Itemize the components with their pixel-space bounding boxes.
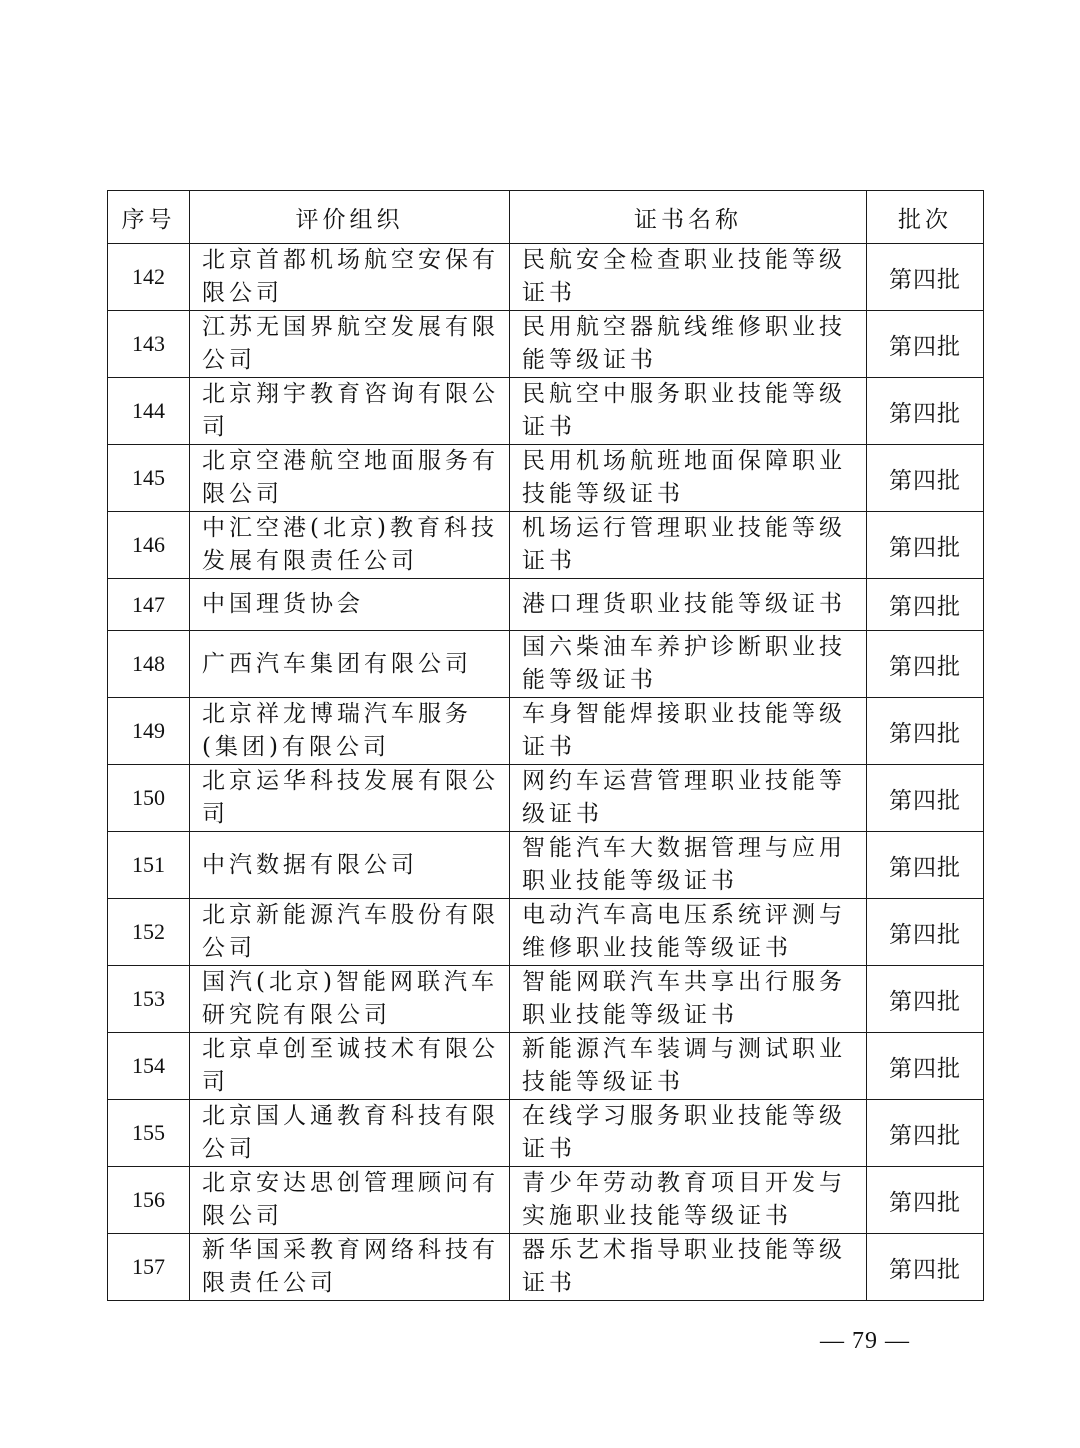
row-certificate: 器乐艺术指导职业技能等级证书	[510, 1234, 867, 1301]
row-organization: 广西汽车集团有限公司	[190, 631, 510, 698]
row-batch: 第四批	[867, 1033, 984, 1100]
row-organization: 新华国采教育网络科技有限责任公司	[190, 1234, 510, 1301]
row-certificate: 网约车运营管理职业技能等级证书	[510, 765, 867, 832]
row-serial: 154	[108, 1033, 190, 1100]
table-row	[108, 1234, 984, 1301]
row-serial: 151	[108, 832, 190, 899]
row-serial: 143	[108, 311, 190, 378]
row-batch: 第四批	[867, 311, 984, 378]
row-certificate: 车身智能焊接职业技能等级证书	[510, 698, 867, 765]
row-organization: 北京国人通教育科技有限公司	[190, 1100, 510, 1167]
row-organization: 北京祥龙博瑞汽车服务(集团)有限公司	[190, 698, 510, 765]
row-certificate: 智能网联汽车共享出行服务职业技能等级证书	[510, 966, 867, 1033]
table-row	[108, 966, 984, 1033]
row-serial: 148	[108, 631, 190, 698]
table-row	[108, 512, 984, 579]
table-row	[108, 765, 984, 832]
certificate-table	[107, 190, 984, 1301]
row-serial: 157	[108, 1234, 190, 1301]
row-batch: 第四批	[867, 445, 984, 512]
header-certificate: 证书名称	[510, 191, 867, 244]
row-certificate: 民用机场航班地面保障职业技能等级证书	[510, 445, 867, 512]
row-certificate: 民航安全检查职业技能等级证书	[510, 244, 867, 311]
row-organization: 中汇空港(北京)教育科技发展有限责任公司	[190, 512, 510, 579]
table-row	[108, 832, 984, 899]
row-organization: 江苏无国界航空发展有限公司	[190, 311, 510, 378]
row-serial: 150	[108, 765, 190, 832]
row-serial: 145	[108, 445, 190, 512]
row-serial: 146	[108, 512, 190, 579]
row-batch: 第四批	[867, 899, 984, 966]
row-serial: 149	[108, 698, 190, 765]
row-serial: 155	[108, 1100, 190, 1167]
table-header-row	[108, 191, 984, 244]
row-organization: 北京空港航空地面服务有限公司	[190, 445, 510, 512]
table-row	[108, 579, 984, 631]
row-batch: 第四批	[867, 966, 984, 1033]
row-certificate: 青少年劳动教育项目开发与实施职业技能等级证书	[510, 1167, 867, 1234]
table-row	[108, 1167, 984, 1234]
row-certificate: 港口理货职业技能等级证书	[510, 579, 867, 631]
row-serial: 152	[108, 899, 190, 966]
row-organization: 北京首都机场航空安保有限公司	[190, 244, 510, 311]
row-batch: 第四批	[867, 1100, 984, 1167]
row-organization: 北京新能源汽车股份有限公司	[190, 899, 510, 966]
row-batch: 第四批	[867, 378, 984, 445]
row-serial: 153	[108, 966, 190, 1033]
row-batch: 第四批	[867, 512, 984, 579]
header-organization: 评价组织	[190, 191, 510, 244]
row-organization: 中汽数据有限公司	[190, 832, 510, 899]
row-serial: 156	[108, 1167, 190, 1234]
table-row	[108, 311, 984, 378]
row-organization: 北京翔宇教育咨询有限公司	[190, 378, 510, 445]
row-certificate: 智能汽车大数据管理与应用职业技能等级证书	[510, 832, 867, 899]
table-row	[108, 445, 984, 512]
row-organization: 中国理货协会	[190, 579, 510, 631]
row-certificate: 民用航空器航线维修职业技能等级证书	[510, 311, 867, 378]
row-batch: 第四批	[867, 1167, 984, 1234]
table-row	[108, 244, 984, 311]
row-organization: 北京卓创至诚技术有限公司	[190, 1033, 510, 1100]
row-certificate: 国六柴油车养护诊断职业技能等级证书	[510, 631, 867, 698]
row-certificate: 电动汽车高电压系统评测与维修职业技能等级证书	[510, 899, 867, 966]
row-organization: 国汽(北京)智能网联汽车研究院有限公司	[190, 966, 510, 1033]
page-number: — 79 —	[820, 1328, 910, 1354]
row-serial: 147	[108, 579, 190, 631]
row-batch: 第四批	[867, 579, 984, 631]
table-row	[108, 631, 984, 698]
header-batch: 批次	[867, 191, 984, 244]
row-batch: 第四批	[867, 1234, 984, 1301]
row-certificate: 民航空中服务职业技能等级证书	[510, 378, 867, 445]
row-serial: 144	[108, 378, 190, 445]
row-certificate: 在线学习服务职业技能等级证书	[510, 1100, 867, 1167]
row-batch: 第四批	[867, 832, 984, 899]
row-batch: 第四批	[867, 765, 984, 832]
row-batch: 第四批	[867, 244, 984, 311]
table-row	[108, 1033, 984, 1100]
table-row	[108, 378, 984, 445]
table-row	[108, 698, 984, 765]
row-organization: 北京运华科技发展有限公司	[190, 765, 510, 832]
header-serial: 序号	[108, 191, 190, 244]
table-row	[108, 1100, 984, 1167]
row-serial: 142	[108, 244, 190, 311]
row-organization: 北京安达思创管理顾问有限公司	[190, 1167, 510, 1234]
row-certificate: 机场运行管理职业技能等级证书	[510, 512, 867, 579]
row-batch: 第四批	[867, 698, 984, 765]
table-row	[108, 899, 984, 966]
row-batch: 第四批	[867, 631, 984, 698]
row-certificate: 新能源汽车装调与测试职业技能等级证书	[510, 1033, 867, 1100]
